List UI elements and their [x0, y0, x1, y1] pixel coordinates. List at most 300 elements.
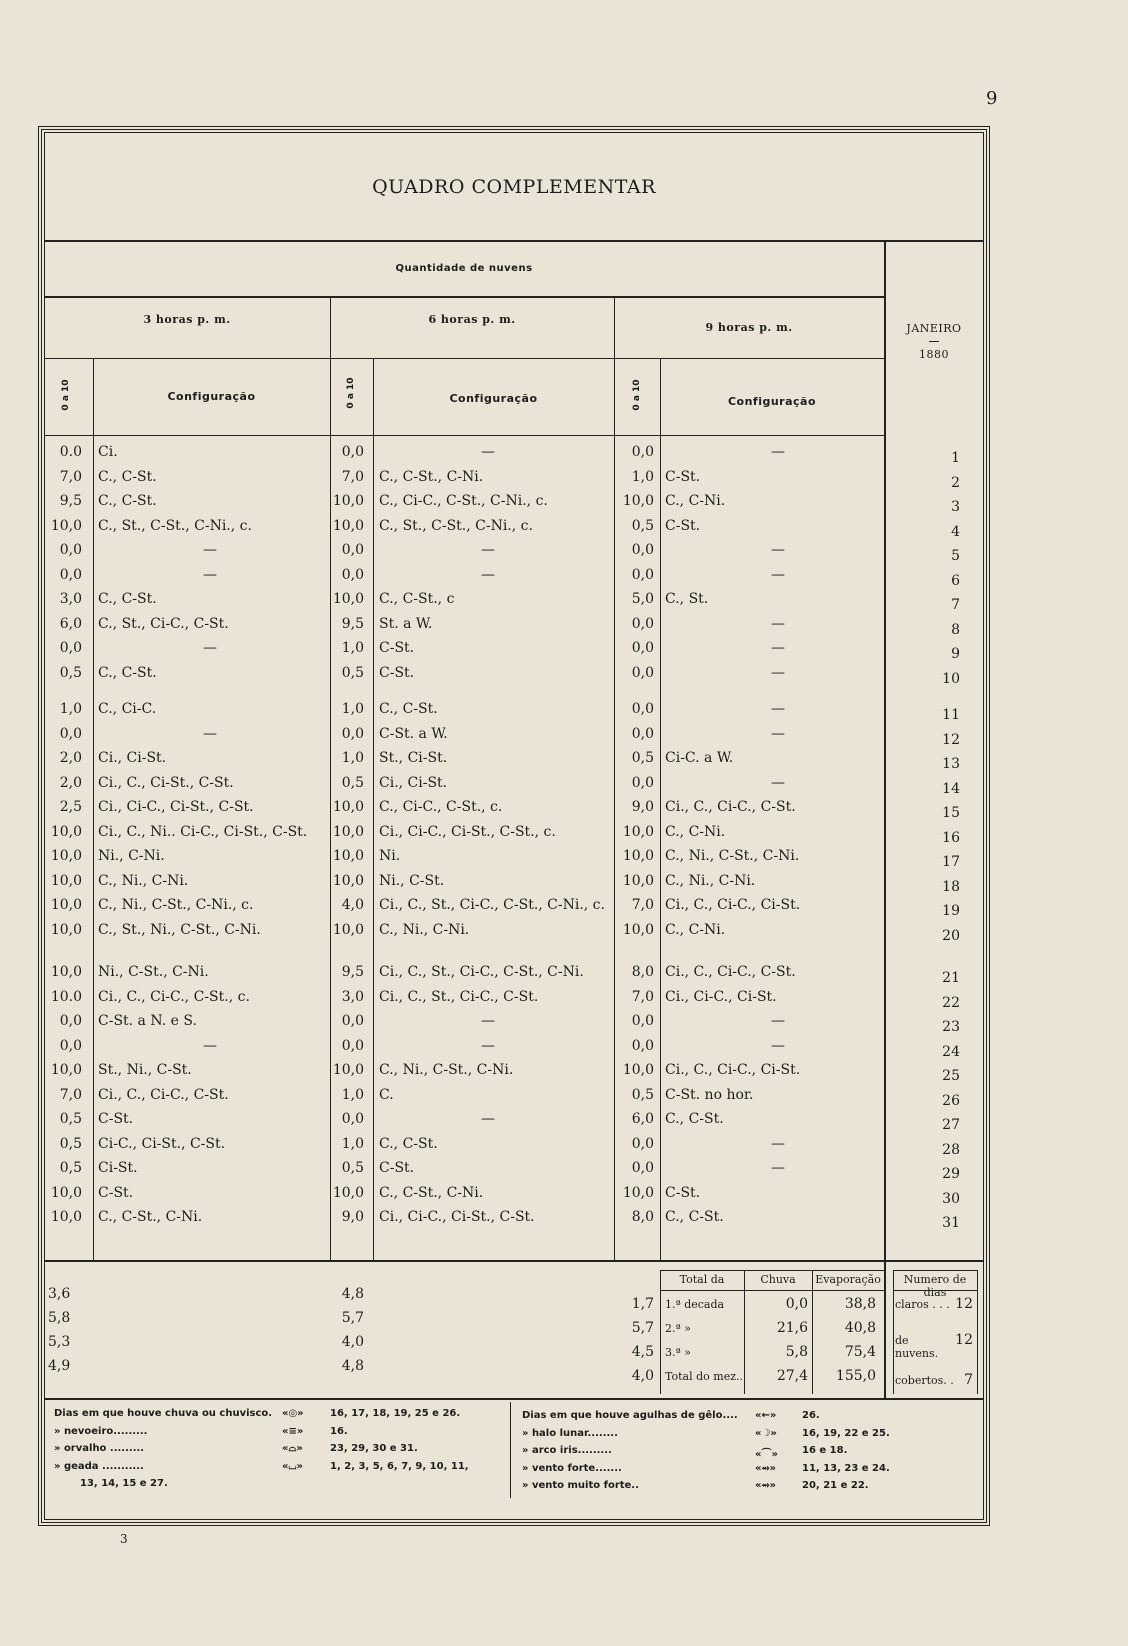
cell-a: 0,5 — [59, 1160, 82, 1176]
footnote-right-days: 11, 13, 23 e 24. — [802, 1462, 890, 1474]
header-3pm: 3 horas p. m. — [143, 313, 231, 326]
footnote-left-symbol: «⌓» — [282, 1443, 303, 1454]
cell-a: 0,0 — [59, 1037, 82, 1054]
footnote-right-label: » vento forte....... — [522, 1462, 622, 1474]
cell-c: 10,0 — [622, 493, 654, 509]
day-number: 20 — [942, 927, 960, 944]
cell-ac: Ni., C-St., C-Ni. — [98, 964, 209, 980]
cell-cc: C-St. no hor. — [665, 1086, 754, 1103]
cell-bc: Ci., Ci-St. — [379, 774, 448, 791]
day-number: 14 — [942, 780, 960, 797]
cell-bc: C-St. a W. — [379, 725, 448, 742]
dias-label: claros . . . — [895, 1298, 950, 1311]
cell-b: 1,0 — [341, 1135, 364, 1152]
cell-b: 0,0 — [341, 1037, 364, 1054]
cell-a: 0,5 — [59, 1135, 82, 1152]
cell-b: 10,0 — [332, 872, 364, 889]
cell-b: 10,0 — [332, 799, 364, 815]
cell-a: 2,0 — [59, 750, 82, 766]
cell-b: 0,0 — [341, 1111, 364, 1127]
day-number: 24 — [942, 1043, 960, 1060]
day-number: 7 — [951, 597, 960, 613]
cell-b: 10,0 — [332, 848, 364, 864]
rule-under-title — [44, 240, 984, 242]
cell-ac: Ci-St. — [98, 1160, 138, 1176]
cell-a: 10,0 — [50, 1209, 82, 1225]
cell-bc: C. — [379, 1086, 394, 1103]
month-dash — [929, 341, 939, 342]
day-number: 22 — [942, 994, 960, 1011]
day-number: 16 — [942, 829, 960, 846]
cell-c: 0,5 — [631, 1086, 654, 1103]
day-number: 8 — [951, 621, 960, 638]
day-number: 26 — [942, 1092, 960, 1109]
page-number: 9 — [986, 88, 998, 109]
cell-ac: Ci., C., Ci-C., C-St. — [98, 1086, 229, 1103]
cell-c: 10,0 — [622, 921, 654, 938]
cell-b: 0,5 — [341, 1160, 364, 1176]
day-number: 28 — [942, 1141, 960, 1158]
cell-c: 10,0 — [622, 848, 654, 864]
cell-cc: Ci., C., Ci-C., C-St. — [665, 799, 796, 815]
summary-c: 4,0 — [631, 1368, 654, 1384]
summary-a: 4,9 — [48, 1358, 71, 1374]
cell-c: 0,0 — [631, 566, 654, 583]
summary-div-0 — [660, 1270, 661, 1394]
day-number: 17 — [942, 854, 960, 870]
cell-bc: C., Ci-C., C-St., C-Ni., c. — [379, 493, 548, 509]
footnote-right-symbol: «←» — [755, 1410, 777, 1421]
cell-a: 10,0 — [50, 964, 82, 980]
cell-c: 5,0 — [631, 591, 654, 607]
day-number: 4 — [951, 523, 960, 540]
cell-cc: — — [771, 1160, 785, 1176]
cell-ac: — — [203, 725, 217, 742]
sum-head-dias: Numero de dias — [903, 1273, 967, 1299]
cell-c: 10,0 — [622, 1062, 654, 1078]
config-header-b: Configuração — [449, 392, 538, 405]
cell-a: 7,0 — [59, 1086, 82, 1103]
summary-rule-head — [660, 1290, 884, 1291]
cell-bc: C., C-St., C-Ni. — [379, 468, 484, 485]
cell-a: 0,0 — [59, 542, 82, 558]
cell-a: 10,0 — [50, 1062, 82, 1078]
cell-a: 10.0 — [50, 988, 82, 1005]
footnote-left-days: 16, 17, 18, 19, 25 e 26. — [330, 1408, 461, 1419]
cell-a: 0,0 — [59, 566, 82, 583]
footnote-right-label: » halo lunar........ — [522, 1427, 618, 1439]
header-group: Quantidade de nuvens — [395, 263, 533, 274]
cell-bc: — — [481, 1013, 495, 1029]
summary-evap: 155,0 — [835, 1368, 876, 1384]
cell-b: 10,0 — [332, 1062, 364, 1078]
rule-above-summary — [44, 1260, 984, 1262]
cell-cc: Ci., C., Ci-C., Ci-St. — [665, 897, 801, 913]
cell-cc: C-St. — [665, 1184, 701, 1201]
cell-bc: St. a W. — [379, 615, 433, 632]
sum-head-total: Total da — [679, 1273, 725, 1286]
cell-cc: — — [771, 640, 785, 656]
day-number: 15 — [942, 805, 960, 821]
cell-cc: Ci., C., Ci-C., C-St. — [665, 964, 796, 980]
cell-bc: C-St. — [379, 1160, 415, 1176]
day-number: 6 — [951, 572, 960, 589]
dias-label: de nuvens. — [895, 1334, 939, 1360]
cell-c: 7,0 — [631, 988, 654, 1005]
divider-b-cfg — [373, 358, 374, 1260]
dias-right — [977, 1270, 978, 1394]
cell-c: 0,0 — [631, 615, 654, 632]
cell-c: 0,0 — [631, 1013, 654, 1029]
cell-b: 9,0 — [341, 1209, 364, 1225]
day-number: 27 — [942, 1117, 960, 1133]
summary-label: 3.ª » — [665, 1346, 691, 1359]
day-number: 31 — [942, 1215, 960, 1231]
cell-ac: C., Ni., C-St., C-Ni., c. — [98, 897, 254, 913]
cell-c: 0,5 — [631, 517, 654, 534]
cell-ac: Ci., C., Ci-C., C-St., c. — [98, 988, 250, 1005]
cell-cc: C., C-Ni. — [665, 921, 726, 938]
cell-c: 6,0 — [631, 1111, 654, 1127]
day-number: 23 — [942, 1019, 960, 1035]
footnote-left-continuation: 13, 14, 15 e 27. — [80, 1478, 168, 1489]
cell-ac: Ci., C., Ci-St., C-St. — [98, 774, 234, 791]
summary-label: Total do mez.. — [665, 1370, 743, 1383]
cell-b: 10,0 — [332, 517, 364, 534]
summary-b: 5,7 — [341, 1310, 364, 1326]
dias-label: cobertos. . — [895, 1374, 954, 1387]
cell-bc: C., C-St. — [379, 701, 438, 717]
cell-c: 9,0 — [631, 799, 654, 815]
cell-ac: C., C-St. — [98, 664, 157, 681]
cell-b: 9,5 — [341, 615, 364, 632]
cell-cc: C., C-Ni. — [665, 823, 726, 840]
header-6pm: 6 horas p. m. — [428, 313, 516, 326]
cell-ac: Ni., C-Ni. — [98, 848, 165, 864]
dias-value: 7 — [964, 1372, 973, 1388]
summary-evap: 40,8 — [844, 1320, 876, 1336]
summary-b: 4,0 — [341, 1334, 364, 1350]
footer-page: 3 — [120, 1532, 128, 1546]
cell-a: 7,0 — [59, 468, 82, 485]
cell-ac: C., St., Ci-C., C-St. — [98, 615, 229, 632]
cell-b: 7,0 — [341, 468, 364, 485]
cell-cc: — — [771, 664, 785, 681]
cell-cc: C., C-St. — [665, 1209, 724, 1225]
divider-a-cfg — [93, 358, 94, 1260]
cell-cc: C-St. — [665, 517, 701, 534]
footnote-left-days: 1, 2, 3, 5, 6, 7, 9, 10, 11, — [330, 1460, 469, 1472]
cell-c: 8,0 — [631, 1209, 654, 1225]
summary-chuva: 21,6 — [776, 1320, 808, 1336]
summary-chuva: 0,0 — [785, 1296, 808, 1312]
day-number: 25 — [942, 1068, 960, 1084]
footnote-right-symbol: «⥇» — [755, 1462, 776, 1474]
cell-bc: — — [481, 1111, 495, 1127]
cell-ac: C., Ci-C. — [98, 701, 157, 717]
cell-c: 0,0 — [631, 640, 654, 656]
cell-bc: — — [481, 444, 495, 460]
cell-b: 0,0 — [341, 542, 364, 558]
header-9pm: 9 horas p. m. — [705, 321, 793, 334]
cell-b: 0,0 — [341, 725, 364, 742]
cell-ac: C., Ni., C-Ni. — [98, 872, 189, 889]
day-number: 19 — [942, 903, 960, 919]
rule-above-footnotes — [44, 1398, 984, 1400]
cell-b: 3,0 — [341, 988, 364, 1005]
cell-b: 9,5 — [341, 964, 364, 980]
day-number: 29 — [942, 1166, 960, 1182]
cell-bc: C-St. — [379, 664, 415, 681]
cell-c: 8,0 — [631, 964, 654, 980]
cell-cc: Ci-C. a W. — [665, 750, 734, 766]
summary-c: 5,7 — [631, 1320, 654, 1336]
cell-c: 0,0 — [631, 1037, 654, 1054]
cell-ac: — — [203, 542, 217, 558]
summary-b: 4,8 — [341, 1286, 364, 1302]
cell-cc: C., C-Ni. — [665, 493, 726, 509]
cell-bc: C., Ni., C-Ni. — [379, 921, 470, 938]
rule-under-times — [44, 358, 884, 359]
cell-cc: — — [771, 1013, 785, 1029]
footnote-divider — [510, 1402, 511, 1498]
cell-b: 10,0 — [332, 493, 364, 509]
cell-c: 0,0 — [631, 725, 654, 742]
cell-b: 4,0 — [341, 897, 364, 913]
cell-b: 10,0 — [332, 1184, 364, 1201]
cell-a: 2,5 — [59, 799, 82, 815]
cell-b: 0,0 — [341, 566, 364, 583]
day-number: 2 — [951, 474, 960, 491]
cell-bc: C., C-St. — [379, 1135, 438, 1152]
cell-ac: C., C-St. — [98, 591, 157, 607]
cell-bc: C., St., C-St., C-Ni., c. — [379, 517, 533, 534]
cell-a: 10,0 — [50, 848, 82, 864]
footnote-right-symbol: «☽» — [755, 1427, 777, 1439]
day-number: 30 — [942, 1190, 960, 1207]
footnote-left-label: » orvalho ......... — [54, 1443, 145, 1454]
cell-ac: St., Ni., C-St. — [98, 1062, 192, 1078]
summary-a: 5,3 — [48, 1334, 71, 1350]
footnote-right-label: » arco iris......... — [522, 1445, 612, 1456]
cell-b: 10,0 — [332, 823, 364, 840]
footnote-left-label: Dias em que houve chuva ou chuvisco. — [54, 1408, 273, 1419]
summary-chuva: 5,8 — [785, 1344, 808, 1360]
day-number: 18 — [942, 878, 960, 895]
footnote-left-days: 23, 29, 30 e 31. — [330, 1443, 418, 1454]
sum-head-chuva: Chuva — [760, 1273, 796, 1286]
cell-c: 10,0 — [622, 872, 654, 889]
cell-b: 1,0 — [341, 750, 364, 766]
day-number: 5 — [951, 548, 960, 564]
cell-bc: Ci., Ci-C., Ci-St., C-St., c. — [379, 823, 556, 840]
day-number: 12 — [942, 731, 960, 748]
cell-bc: C., C-St., c — [379, 591, 455, 607]
page-title: QUADRO COMPLEMENTAR — [372, 176, 656, 198]
cell-ac: C-St. — [98, 1111, 134, 1127]
cell-a: 0,5 — [59, 664, 82, 681]
cell-cc: — — [771, 774, 785, 791]
day-number: 11 — [942, 707, 960, 723]
cell-ac: Ci., Ci-C., Ci-St., C-St. — [98, 799, 254, 815]
cell-ac: — — [203, 566, 217, 583]
cell-ac: C., C-St. — [98, 468, 157, 485]
cell-c: 0,0 — [631, 1135, 654, 1152]
cell-cc: — — [771, 444, 785, 460]
footnote-right-days: 20, 21 e 22. — [802, 1480, 869, 1491]
cell-cc: — — [771, 725, 785, 742]
cell-bc: Ci., C., St., Ci-C., C-St., C-Ni., c. — [379, 897, 605, 913]
cell-a: 10,0 — [50, 517, 82, 534]
cell-c: 1,0 — [631, 468, 654, 485]
cell-a: 0,0 — [59, 1013, 82, 1029]
cell-bc: C., C-St., C-Ni. — [379, 1184, 484, 1201]
sum-head-evap: Evaporação — [815, 1273, 881, 1286]
cell-cc: — — [771, 1037, 785, 1054]
dias-value: 12 — [955, 1332, 973, 1348]
cell-cc: C., Ni., C-Ni. — [665, 872, 756, 889]
footnote-left-label: » geada ........... — [54, 1460, 144, 1472]
cell-cc: — — [771, 542, 785, 558]
scale-label-a: 0 a 10 — [61, 379, 71, 411]
rule-under-group — [44, 296, 884, 298]
divider-c-cfg — [660, 358, 661, 1260]
cell-ac: Ci., Ci-St. — [98, 750, 167, 766]
cell-bc: C., Ci-C., C-St., c. — [379, 799, 503, 815]
cell-b: 0,0 — [341, 444, 364, 460]
cell-c: 0,0 — [631, 1160, 654, 1176]
summary-evap: 38,8 — [844, 1296, 876, 1312]
day-number: 21 — [942, 970, 960, 986]
cell-cc: C., C-St. — [665, 1111, 724, 1127]
summary-div-2 — [812, 1270, 813, 1394]
footnote-right-label: » vento muito forte.. — [522, 1480, 639, 1491]
footnote-right-label: Dias em que houve agulhas de gêlo.... — [522, 1410, 738, 1421]
summary-label: 2.ª » — [665, 1322, 691, 1335]
cell-a: 10,0 — [50, 872, 82, 889]
cell-ac: C., St., Ni., C-St., C-Ni. — [98, 921, 261, 938]
footnote-left-symbol: «≡» — [282, 1425, 304, 1437]
cell-c: 0,0 — [631, 542, 654, 558]
cell-bc: Ci., C., St., Ci-C., C-St. — [379, 988, 539, 1005]
config-header-a: Configuração — [167, 390, 256, 403]
cell-a: 10,0 — [50, 823, 82, 840]
summary-a: 5,8 — [48, 1310, 71, 1326]
footnote-right-symbol: «⥇» — [755, 1480, 776, 1491]
cell-bc: Ci., C., St., Ci-C., C-St., C-Ni. — [379, 964, 584, 980]
cell-bc: St., Ci-St. — [379, 750, 448, 766]
cell-a: 10,0 — [50, 1184, 82, 1201]
cell-a: 10,0 — [50, 921, 82, 938]
cell-b: 1,0 — [341, 640, 364, 656]
footnote-left-days: 16. — [330, 1425, 348, 1437]
cell-b: 10,0 — [332, 591, 364, 607]
cell-a: 0.0 — [59, 444, 82, 460]
summary-evap: 75,4 — [844, 1344, 876, 1360]
cell-b: 0,0 — [341, 1013, 364, 1029]
cell-b: 1,0 — [341, 1086, 364, 1103]
summary-div-1 — [744, 1270, 745, 1394]
cell-b: 0,5 — [341, 774, 364, 791]
cell-bc: Ni., C-St. — [379, 872, 445, 889]
footnote-right-days: 26. — [802, 1410, 820, 1421]
cell-c: 0,0 — [631, 701, 654, 717]
summary-chuva: 27,4 — [776, 1368, 808, 1384]
month-column-divider — [884, 240, 886, 1400]
cell-a: 2,0 — [59, 774, 82, 791]
cell-ac: — — [203, 1037, 217, 1054]
footnote-left-label: » nevoeiro......... — [54, 1425, 148, 1437]
cell-bc: C-St. — [379, 640, 415, 656]
month-label: JANEIRO — [906, 322, 962, 335]
cell-cc: — — [771, 566, 785, 583]
cell-b: 1,0 — [341, 701, 364, 717]
cell-cc: Ci., Ci-C., Ci-St. — [665, 988, 777, 1005]
cell-a: 9,5 — [59, 493, 82, 509]
cell-bc: — — [481, 566, 495, 583]
cell-a: 0,0 — [59, 725, 82, 742]
cell-a: 0,0 — [59, 640, 82, 656]
cell-c: 7,0 — [631, 897, 654, 913]
summary-label: 1.ª decada — [665, 1298, 725, 1311]
cell-c: 0,0 — [631, 664, 654, 681]
cell-c: 10,0 — [622, 823, 654, 840]
cell-bc: Ci., Ci-C., Ci-St., C-St. — [379, 1209, 535, 1225]
year-label: 1880 — [919, 348, 949, 361]
footnote-left-symbol: «◎» — [282, 1408, 304, 1419]
cell-bc: C., Ni., C-St., C-Ni. — [379, 1062, 514, 1078]
day-number: 1 — [951, 450, 960, 466]
cell-ac: Ci-C., Ci-St., C-St. — [98, 1135, 226, 1152]
scale-label-c: 0 a 10 — [632, 379, 642, 411]
cell-c: 0,0 — [631, 774, 654, 791]
footnote-right-days: 16 e 18. — [802, 1445, 848, 1456]
summary-c: 1,7 — [631, 1296, 654, 1312]
cell-cc: C., Ni., C-St., C-Ni. — [665, 848, 800, 864]
day-number: 3 — [951, 499, 960, 515]
cell-ac: C., C-St. — [98, 493, 157, 509]
dias-value: 12 — [955, 1296, 973, 1312]
cell-ac: Ci., C., Ni.. Ci-C., Ci-St., C-St. — [98, 823, 308, 840]
rule-under-subheader — [44, 435, 884, 436]
cell-cc: C-St. — [665, 468, 701, 485]
cell-cc: — — [771, 615, 785, 632]
cell-a: 6,0 — [59, 615, 82, 632]
cell-bc: — — [481, 1037, 495, 1054]
day-number: 10 — [942, 670, 960, 687]
cell-a: 3,0 — [59, 591, 82, 607]
cell-b: 0,5 — [341, 664, 364, 681]
footnote-right-symbol: «⌒» — [755, 1449, 778, 1460]
config-header-c: Configuração — [727, 395, 817, 408]
cell-bc: — — [481, 542, 495, 558]
summary-b: 4,8 — [341, 1358, 364, 1374]
cell-ac: Ci. — [98, 444, 118, 460]
cell-cc: — — [771, 701, 785, 717]
cell-cc: Ci., C., Ci-C., Ci-St. — [665, 1062, 801, 1078]
day-number: 9 — [951, 646, 960, 662]
summary-c: 4,5 — [631, 1344, 654, 1360]
scale-label-b: 0 a 10 — [346, 377, 356, 409]
summary-a: 3,6 — [48, 1286, 71, 1302]
cell-a: 0,5 — [59, 1111, 82, 1127]
cell-ac: C., C-St., C-Ni. — [98, 1209, 203, 1225]
day-number: 13 — [942, 756, 960, 772]
cell-ac: C-St. — [98, 1184, 134, 1201]
summary-rule-top — [660, 1270, 884, 1271]
cell-ac: C., St., C-St., C-Ni., c. — [98, 517, 252, 534]
cell-a: 1,0 — [59, 701, 82, 717]
